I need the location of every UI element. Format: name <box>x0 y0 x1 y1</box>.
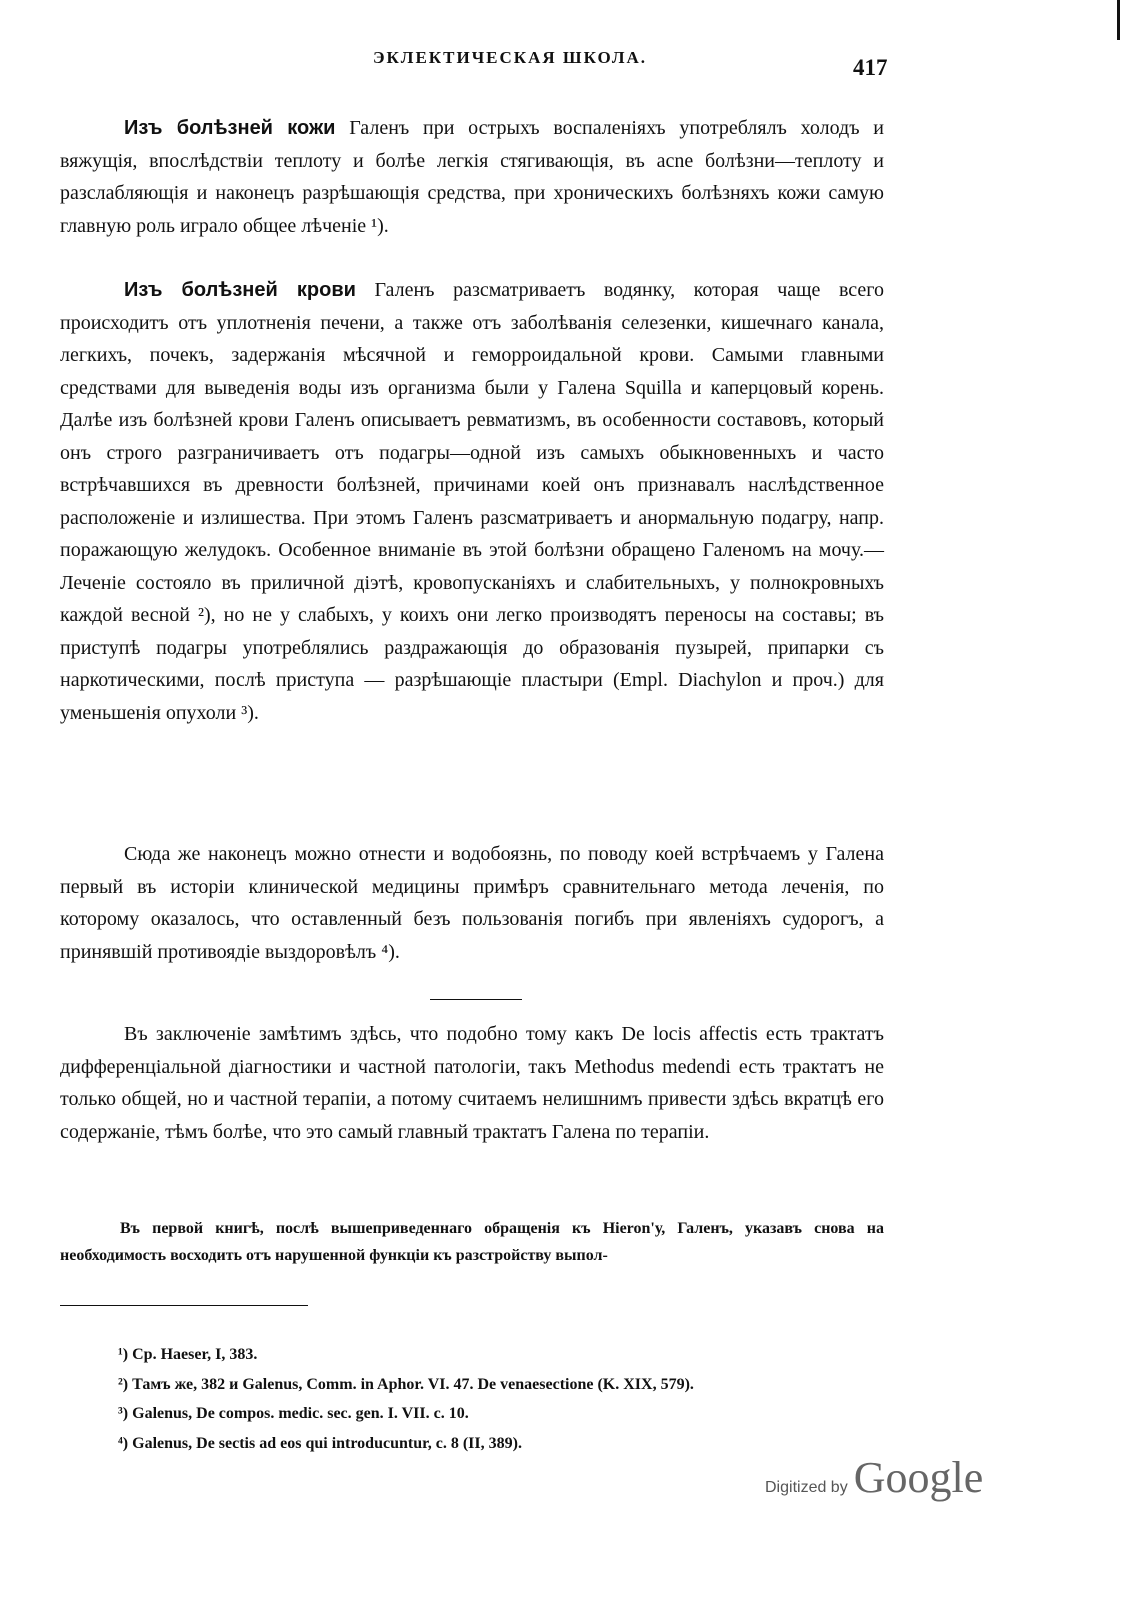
paragraph-text: Сюда же наконецъ можно отнести и водобоязнь, по поводу коей встрѣчаемъ у Галена первый въ исторіи клинической медицины примѣръ сравнительнаго метода леченія, по которому оказалось, что оставленный безъ пользованія погибъ при явленіяхъ судорогъ, а принявшій противоядіе выздоровѣлъ ⁴). <box>60 843 884 963</box>
page-number: 417 <box>853 55 888 80</box>
footnote-3: ³) Galenus, De compos. medic. sec. gen. I. VII. c. 10. <box>118 1405 469 1422</box>
digitized-watermark <box>765 1452 983 1503</box>
paragraph-text: Галенъ при острыхъ воспаленіяхъ употреблялъ холодъ и вяжущія, впослѣдствіи теплоту и болѣе легкія стягивающія, въ acne болѣзни—теплоту и разслабляющія и наконецъ разрѣшающія средства, при хроническихъ болѣзняхъ кожи самую главную роль играло общее лѣченіе ¹). <box>60 117 884 237</box>
footnote-1: ¹) Ср. Haeser, I, 383. <box>118 1346 258 1363</box>
watermark-prefix: Digitized by <box>765 1479 848 1496</box>
paragraph-conclusion <box>60 1018 884 1148</box>
google-logo: Google <box>853 1453 984 1502</box>
footnote-2: ²) Тамъ же, 382 и Galenus, Comm. in Aphor. VI. 47. De venaesectione (K. XIX, 579). <box>118 1375 694 1393</box>
paragraph-lead: Изъ болѣзней крови <box>124 279 356 301</box>
footnotes-list <box>118 1340 694 1458</box>
paragraph-text: Галенъ разсматриваетъ водянку, которая чаще всего происходитъ отъ уплотненія печени, а также отъ заболѣванія селезенки, кишечнаго канала, легкихъ, почекъ, задержанія мѣсячной и геморроидальной крови. Самыми главными средствами для выведенія воды изъ организма были у Галена Squilla и каперцовый корень. Далѣе изъ болѣзней крови Галенъ описываетъ ревматизмъ, въ особенности составовъ, который онъ строго разграничиваетъ отъ подагры—одной изъ самыхъ обыкновенныхъ и часто встрѣчавшихся въ древности болѣзней, причинами коей онъ признавалъ наслѣдственное расположеніе и излишества. При этомъ Галенъ разсматриваетъ и анормальную подагру, напр. поражающую желудокъ. Особенное вниманіе въ этой болѣзни обращено Галеномъ на мочу.—Леченіе состояло въ приличной діэтѣ, кровопусканіяхъ и слабительныхъ, у полнокровныхъ каждой весной ²), но не у слабыхъ, у коихъ они легко производятъ переносы на составы; въ приступѣ подагры употреблялись раздражающія до образованія пузырей, припарки съ наркотическими, послѣ приступа — разрѣшающіе пластыри (Empl. Diachylon и проч.) для уменьшенія опухоли ³). <box>60 279 884 724</box>
paragraph-skin-diseases <box>60 112 884 242</box>
page-edge-mark <box>1117 0 1120 40</box>
paragraph-text: Въ заключеніе замѣтимъ здѣсь, что подобно тому какъ De locis affectis есть трактатъ дифференціальной діагностики и частной патологіи, такъ Methodus medendi есть трактатъ не только общей, но и частной терапіи, а потому считаемъ нелишнимъ привести здѣсь вкратцѣ его содержаніе, тѣмъ болѣе, что это самый главный трактатъ Галена по терапіи. <box>60 1023 884 1143</box>
footnote-4: ⁴) Galenus, De sectis ad eos qui introducuntur, c. 8 (II, 389). <box>118 1434 522 1452</box>
paragraph-lead: Изъ болѣзней кожи <box>124 117 336 139</box>
footnote-rule <box>60 1305 308 1306</box>
paragraph-hydrophobia <box>60 838 884 968</box>
running-title: ЭКЛЕКТИЧЕСКАЯ ШКОЛА. <box>372 48 648 67</box>
paragraph-blood-diseases <box>60 274 884 729</box>
paragraph-first-book: Въ первой книгѣ, послѣ вышеприведеннаго обращенія къ Hieron'у, Галенъ, указавъ снова на необходимость восходить отъ нарушенной функціи къ разстройству выпол- <box>60 1220 884 1264</box>
section-divider <box>430 999 522 1000</box>
